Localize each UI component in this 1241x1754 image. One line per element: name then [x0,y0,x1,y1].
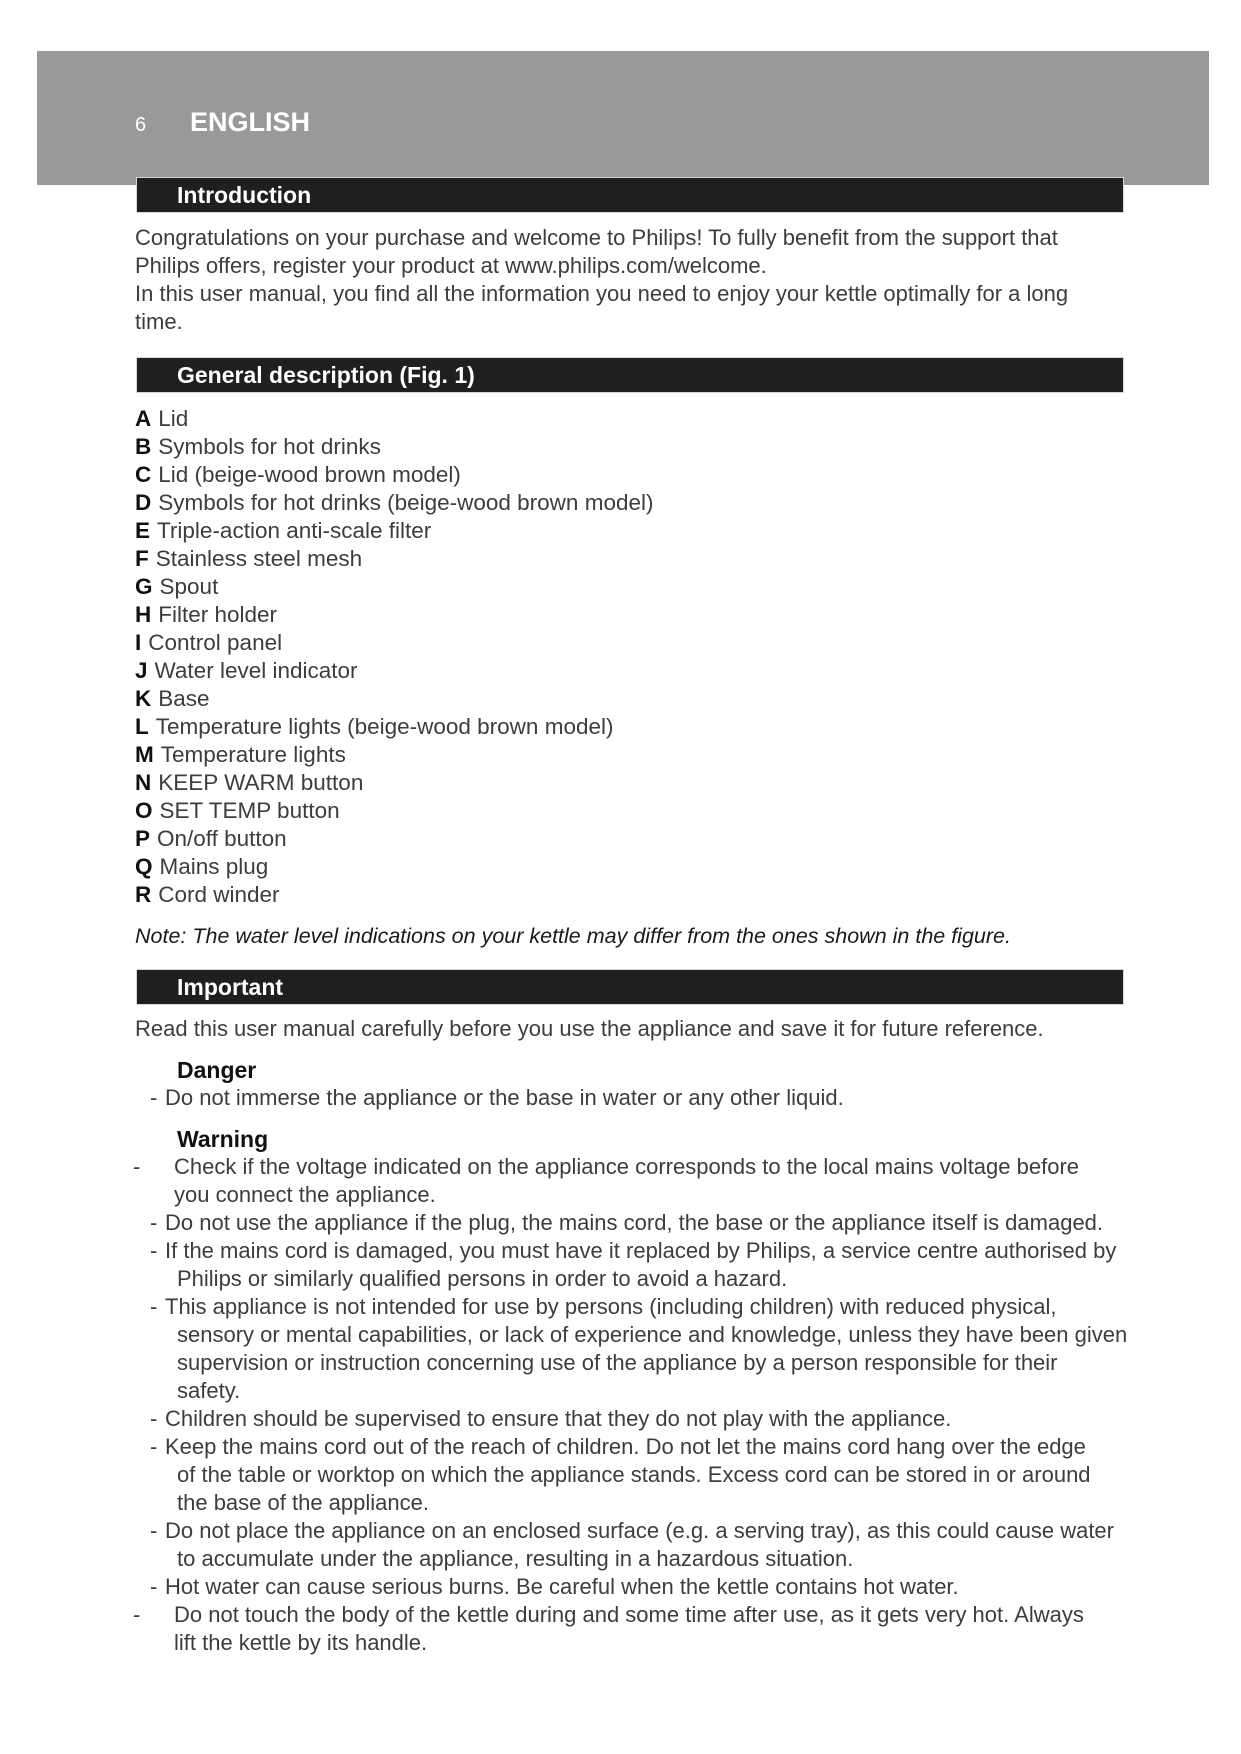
section-heading-important [136,969,1124,1005]
bullet-dash: - [150,1406,158,1431]
bullet-text: sensory or mental capabilities, or lack of experience and knowledge, unless they have been given [177,1322,1128,1347]
parts-list [135,405,653,909]
part-label: Symbols for hot drinks (beige-wood brown model) [158,490,654,515]
list-item [135,769,653,797]
text-line: Philips offers, register your product at www.philips.com/welcome. [135,253,767,278]
part-label: Water level indicator [154,658,358,683]
warning-item [150,1405,1135,1433]
danger-heading: Danger [177,1057,257,1083]
part-letter: Q [135,854,153,879]
part-letter: G [135,574,153,599]
bullet-dash: - [150,1294,158,1319]
bullet-text: supervision or instruction concerning use of the appliance by a person responsible for their [177,1350,1058,1375]
list-item [135,433,653,461]
bullet-text: Check if the voltage indicated on the appliance corresponds to the local mains voltage before [174,1154,1080,1179]
bullet-text: This appliance is not intended for use by persons (including children) with reduced physical, [165,1294,1057,1319]
part-label: Control panel [148,630,283,655]
list-item [135,601,653,629]
part-letter: B [135,434,152,459]
part-letter: M [135,742,154,767]
warning-item [133,1601,1118,1657]
text-line: time. [135,309,183,334]
page-number: 6 [135,114,147,136]
list-item [135,461,653,489]
intro-paragraph-2 [135,280,1125,336]
bullet-dash: - [150,1210,158,1235]
list-item [135,629,653,657]
warning-heading: Warning [177,1126,269,1152]
bullet-text: If the mains cord is damaged, you must have it replaced by Philips, a service centre authorised by [165,1238,1117,1263]
part-label: Temperature lights [160,742,346,767]
section-title: General description (Fig. 1) [177,362,475,388]
part-label: Lid [158,406,189,431]
list-item [135,881,653,909]
list-item [135,825,653,853]
list-item [135,573,653,601]
part-letter: H [135,602,152,627]
part-label: Symbols for hot drinks [158,434,381,459]
list-item [135,517,653,545]
bullet-text: Philips or similarly qualified persons in order to avoid a hazard. [177,1266,788,1291]
list-item [135,545,653,573]
warning-item [150,1209,1135,1237]
section-title: Introduction [177,182,312,208]
text-line: In this user manual, you find all the information you need to enjoy your kettle optimally for a long [135,281,1069,306]
bullet-text: Do not use the appliance if the plug, the mains cord, the base or the appliance itself is damaged. [165,1210,1104,1235]
part-letter: K [135,686,152,711]
warning-item [150,1517,1135,1573]
warning-item [133,1153,1118,1209]
warning-item [150,1573,1135,1601]
part-letter: C [135,462,152,487]
bullet-text: safety. [177,1378,241,1403]
part-letter: R [135,882,152,907]
part-label: Filter holder [158,602,278,627]
part-label: Spout [159,574,219,599]
danger-item [150,1084,1135,1112]
intro-paragraph-1 [135,224,1125,280]
bullet-dash: - [133,1602,141,1627]
list-item [135,685,653,713]
bullet-text: Do not touch the body of the kettle during and some time after use, as it gets very hot. Always [174,1602,1084,1627]
list-item [135,657,653,685]
section-heading-introduction [136,177,1124,213]
warning-item [150,1293,1135,1405]
list-item [135,489,653,517]
page-language-title: ENGLISH [190,107,311,137]
part-letter: I [135,630,142,655]
part-letter: N [135,770,152,795]
part-letter: L [135,714,149,739]
part-label: KEEP WARM button [158,770,364,795]
list-item [135,713,653,741]
warning-item [150,1433,1135,1517]
warning-item [150,1237,1135,1293]
part-letter: J [135,658,148,683]
part-letter: P [135,826,151,851]
part-label: SET TEMP button [159,798,340,823]
part-label: On/off button [157,826,287,851]
section-title: Important [177,974,284,1000]
text-line: Congratulations on your purchase and welcome to Philips! To fully benefit from the support that [135,225,1058,250]
part-letter: D [135,490,152,515]
part-label: Cord winder [158,882,280,907]
note-text: Note: The water level indications on your kettle may differ from the ones shown in the figure. [135,924,1011,948]
part-label: Stainless steel mesh [155,546,363,571]
bullet-dash: - [133,1154,141,1179]
part-label: Triple-action anti-scale filter [157,518,432,543]
bullet-text: Hot water can cause serious burns. Be careful when the kettle contains hot water. [165,1574,959,1599]
bullet-dash: - [150,1085,158,1110]
part-letter: E [135,518,151,543]
list-item [135,797,653,825]
bullet-text: lift the kettle by its handle. [174,1630,428,1655]
part-label: Lid (beige-wood brown model) [158,462,461,487]
part-letter: O [135,798,153,823]
important-intro: Read this user manual carefully before you use the appliance and save it for future reference. [135,1016,1044,1041]
bullet-text: the base of the appliance. [177,1490,429,1515]
section-heading-general-description [136,357,1124,393]
bullet-text: Do not immerse the appliance or the base in water or any other liquid. [165,1085,844,1110]
part-letter: F [135,546,149,571]
bullet-dash: - [150,1434,158,1459]
bullet-text: Do not place the appliance on an enclosed surface (e.g. a serving tray), as this could cause water [165,1518,1114,1543]
bullet-text: of the table or worktop on which the appliance stands. Excess cord can be stored in or around [177,1462,1091,1487]
bullet-dash: - [150,1518,158,1543]
part-letter: A [135,406,152,431]
part-label: Mains plug [159,854,269,879]
list-item [135,405,653,433]
bullet-text: Children should be supervised to ensure that they do not play with the appliance. [165,1406,952,1431]
list-item [135,853,653,881]
part-label: Base [158,686,210,711]
bullet-text: Keep the mains cord out of the reach of children. Do not let the mains cord hang over the edge [165,1434,1086,1459]
bullet-text: you connect the appliance. [174,1182,436,1207]
bullet-dash: - [150,1238,158,1263]
part-label: Temperature lights (beige-wood brown model) [155,714,614,739]
list-item [135,741,653,769]
bullet-dash: - [150,1574,158,1599]
bullet-text: to accumulate under the appliance, resulting in a hazardous situation. [177,1546,854,1571]
